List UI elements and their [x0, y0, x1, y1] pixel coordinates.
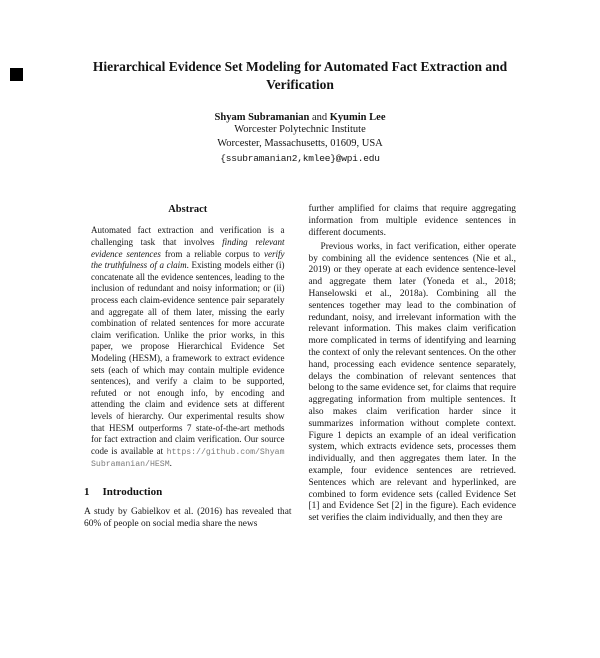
email-link[interactable]: {ssubramanian2,kmlee}@wpi.edu [220, 153, 380, 165]
source-code-url-link[interactable]: https://github.com/ShyamSubramanian/HESM [91, 447, 285, 470]
left-column [84, 204, 292, 539]
abstract-seg-4-italic: verify the truthfulness of a claim [91, 248, 285, 271]
abstract-heading: Abstract [168, 204, 208, 216]
author-2: Kyumin Lee [329, 112, 386, 124]
section-1-heading [84, 486, 292, 498]
two-column-body [84, 204, 516, 539]
intro-paragraph-1: A study by Gabielkov et al. (2016) has revealed that 60% of people on social media share the news [84, 506, 292, 529]
section-1-title: Introduction [102, 485, 163, 498]
corner-crop-mark [10, 68, 23, 81]
author-1: Shyam Subramanian [214, 112, 310, 124]
abstract-seg-6: . [169, 458, 172, 469]
abstract-seg-3: from a reliable corpus to [160, 248, 264, 259]
paper-title: Hierarchical Evidence Set Modeling for Automated Fact Extraction and Verification [92, 59, 508, 93]
paper-page [0, 58, 600, 658]
right-column-paragraph-2: Previous works, in fact verification, either operate by combining all the evidence sentences (Nie et al., 2019) or they operate at each evidence sentence-level and aggregate them later (Yoneda et al., 2018; Hanselowski et al., 2018a). Combining all the sentences together may lead to the combination of redundant, noisy, and irrelevant information with the relevant information. This makes claim verification more complicated in terms of identifying and learning the context of only the relevant sentences. On the other hand, processing each evidence sentence separately, delays the combination of relevant sentences that belong to the same evidence set, for claims that require aggregating information from multiple sentences. It also makes claim verification harder since it summarizes information without complete context. Figure 1 depicts an example of an ideal verification system, which extracts evidence sets, processes them individually, and then aggregates them later. In the example, four evidence sentences are retrieved. Sentences which are relevant and hyperlinked, are combined to form evidence sets (called Evidence Set [1] and Evidence Set [2] in the figure). Each evidence set verifies the claim individually, and then they are [308, 241, 516, 524]
abstract-seg-2-italic: finding relevant evidence sentences [91, 237, 285, 259]
right-column-paragraph-1: further amplified for claims that require aggregating information from multiple evidence sentences in different documents. [308, 204, 516, 239]
address: Worcester, Massachusetts, 01609, USA [217, 138, 383, 150]
abstract-seg-1: Automated fact extraction and verification is a challenging task that involves [91, 225, 285, 248]
abstract-text [84, 225, 292, 470]
author-line [0, 112, 600, 123]
author-conjunction: and [309, 112, 330, 124]
abstract-seg-5: . Existing models either (i) concatenate all the evidence sentences, leading to the inclusion of redundant and noisy information; or (ii) process each claim-evidence sentence pair separately and aggregate all of them later, missing the early combination of related sentences for more accurate claim verification. Unlike the prior works, in this paper, we propose Hierarchical Evidence Set Modeling (HESM), a framework to extract evidence sets (each of which may contain multiple evidence sentences), and verify a claim to be supported, refuted or not enough info, by encoding and attending the claim and evidence sets at different levels of hierarchy. Our experimental results show that HESM outperforms 7 state-of-the-art methods for fact extraction and claim verification. Our source code is available at [91, 260, 285, 456]
right-column [309, 204, 517, 539]
section-1-number: 1 [84, 485, 90, 498]
affiliation: Worcester Polytechnic Institute [234, 124, 366, 136]
